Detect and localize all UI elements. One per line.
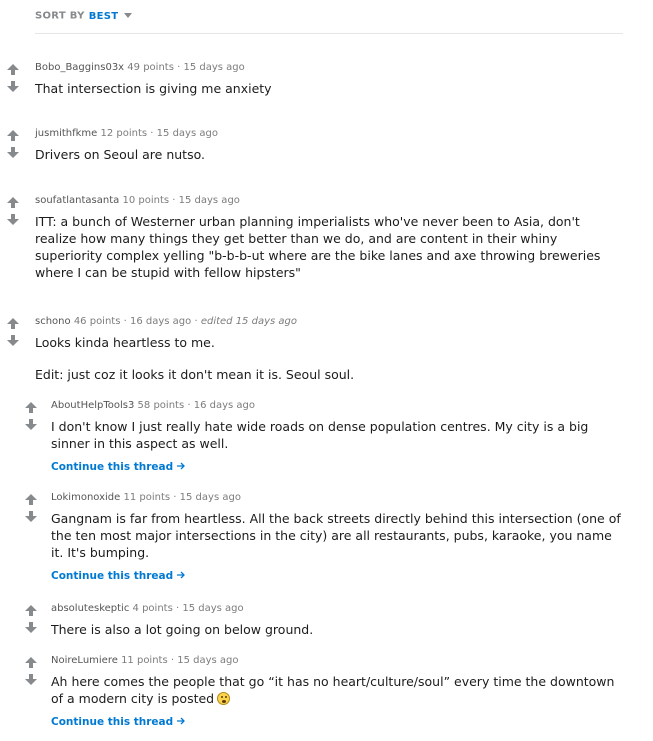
author-link[interactable]: AboutHelpTools3 (51, 400, 135, 411)
comment-reply (51, 399, 625, 474)
vote-buttons (25, 605, 37, 633)
comment-body (51, 418, 625, 452)
arrow-up-icon[interactable] (7, 318, 19, 329)
points: 4 points (132, 603, 173, 614)
comment-text: Drivers on Seoul are nutso. (35, 147, 205, 162)
arrow-down-icon[interactable] (7, 335, 19, 346)
comment-meta: NoireLumiere 11 points · 15 days ago (51, 655, 239, 666)
arrow-down-icon[interactable] (25, 419, 37, 430)
points: 58 points (137, 400, 185, 411)
author-link[interactable]: Bobo_Baggins03x (35, 62, 125, 73)
comment-text: I don't know I just really hate wide roads on dense population centres. My city is a big sinner in this aspect as well. (51, 419, 589, 451)
author-link[interactable]: Lokimonoxide (51, 492, 121, 503)
vote-buttons (25, 494, 37, 522)
author-link[interactable]: jusmithfkme (35, 128, 98, 139)
timestamp[interactable]: 15 days ago (178, 195, 240, 206)
arrow-up-icon[interactable] (25, 657, 37, 668)
points: 49 points (127, 62, 174, 73)
continue-thread-link[interactable]: Continue this thread (51, 570, 185, 582)
points: 11 points (123, 492, 171, 503)
arrow-down-icon[interactable] (25, 622, 37, 633)
comment (35, 127, 625, 163)
points: 46 points (73, 316, 121, 327)
author-link[interactable]: schono (35, 316, 71, 327)
comment-text: Ah here comes the people that go “it has no heart/culture/soul” every time the downtown of a modern city is posted (51, 674, 615, 706)
comment-text: Edit: just coz it looks it don't mean it is. Seoul soul. (35, 367, 355, 382)
timestamp[interactable]: 15 days ago (177, 655, 239, 666)
comment-reply (51, 654, 625, 729)
arrow-down-icon[interactable] (7, 147, 19, 158)
timestamp[interactable]: 16 days ago (129, 316, 192, 327)
timestamp[interactable]: 16 days ago (193, 400, 255, 411)
points: 11 points (121, 655, 168, 666)
arrow-down-icon[interactable] (7, 214, 19, 225)
timestamp[interactable]: 15 days ago (182, 603, 244, 614)
comment-meta: jusmithfkme 12 points · 15 days ago (35, 128, 218, 139)
arrow-right-icon (177, 461, 185, 473)
points: 12 points (100, 128, 148, 139)
comment-meta: Lokimonoxide 11 points · 15 days ago (51, 492, 241, 503)
sort-value[interactable]: BEST (88, 10, 119, 22)
comment-reply (51, 491, 625, 583)
continue-thread-link[interactable]: Continue this thread (51, 716, 185, 728)
author-link[interactable]: soufatlantasanta (35, 195, 120, 206)
arrow-down-icon[interactable] (25, 511, 37, 522)
author-link[interactable]: NoireLumiere (51, 655, 118, 666)
arrow-right-icon (177, 570, 185, 582)
comment-text: That intersection is giving me anxiety (35, 81, 272, 96)
arrow-up-icon[interactable] (7, 64, 19, 75)
vote-buttons (7, 64, 19, 92)
comment-text: Gangnam is far from heartless. All the back streets directly behind this intersection (one of the ten most major intersections in the city) are all restaurants, pubs, karaoke, you name it. It's bumping. (51, 511, 621, 560)
arrow-down-icon[interactable] (25, 674, 37, 685)
vote-buttons (7, 318, 19, 346)
comment-body (35, 213, 625, 281)
comment-text: ITT: a bunch of Westerner urban planning imperialists who've never been to Asia, don't realize how many things they get better than we do, and are content in their whiny superiority complex yelling "b-b-b-ut where are the bike lanes and axe throwing breweries where I can be stupid with fellow hipsters" (35, 214, 601, 280)
smiling-face-emoji (217, 692, 230, 705)
points: 10 points (122, 195, 170, 206)
arrow-up-icon[interactable] (25, 494, 37, 505)
comment-meta: absoluteskeptic 4 points · 15 days ago (51, 603, 244, 614)
caret-down-icon[interactable] (124, 10, 132, 21)
comment-body (51, 621, 625, 638)
comment-body (35, 146, 625, 163)
continue-thread-link[interactable]: Continue this thread (51, 461, 185, 473)
comment-meta: AboutHelpTools3 58 points · 16 days ago (51, 400, 255, 411)
timestamp[interactable]: 15 days ago (183, 62, 245, 73)
vote-buttons (25, 657, 37, 685)
comment-text: There is also a lot going on below ground. (51, 622, 314, 637)
timestamp[interactable]: 15 days ago (156, 128, 218, 139)
sort-bar[interactable] (35, 10, 623, 34)
vote-buttons (25, 402, 37, 430)
arrow-up-icon[interactable] (25, 605, 37, 616)
comment-text: Looks kinda heartless to me. (35, 335, 215, 350)
comment-meta: Bobo_Baggins03x 49 points · 15 days ago (35, 62, 245, 73)
arrow-up-icon[interactable] (25, 402, 37, 413)
arrow-down-icon[interactable] (7, 81, 19, 92)
comment-body (51, 510, 625, 561)
timestamp[interactable]: 15 days ago (179, 492, 241, 503)
comment (35, 194, 625, 281)
comment (35, 315, 625, 383)
comment-body (51, 673, 625, 707)
comment-body (35, 80, 625, 97)
comment (35, 61, 625, 97)
comment-meta: soufatlantasanta 10 points · 15 days ago (35, 195, 240, 206)
edited-label: edited 15 days ago (200, 316, 297, 327)
vote-buttons (7, 197, 19, 225)
author-link[interactable]: absoluteskeptic (51, 603, 130, 614)
sort-label: SORT BY (35, 10, 85, 22)
arrow-right-icon (177, 716, 185, 728)
vote-buttons (7, 130, 19, 158)
arrow-up-icon[interactable] (7, 197, 19, 208)
comment-reply (51, 602, 625, 638)
comment-meta: schono 46 points · 16 days ago · edited 15 days ago (35, 316, 297, 327)
comment-body (35, 334, 625, 383)
arrow-up-icon[interactable] (7, 130, 19, 141)
